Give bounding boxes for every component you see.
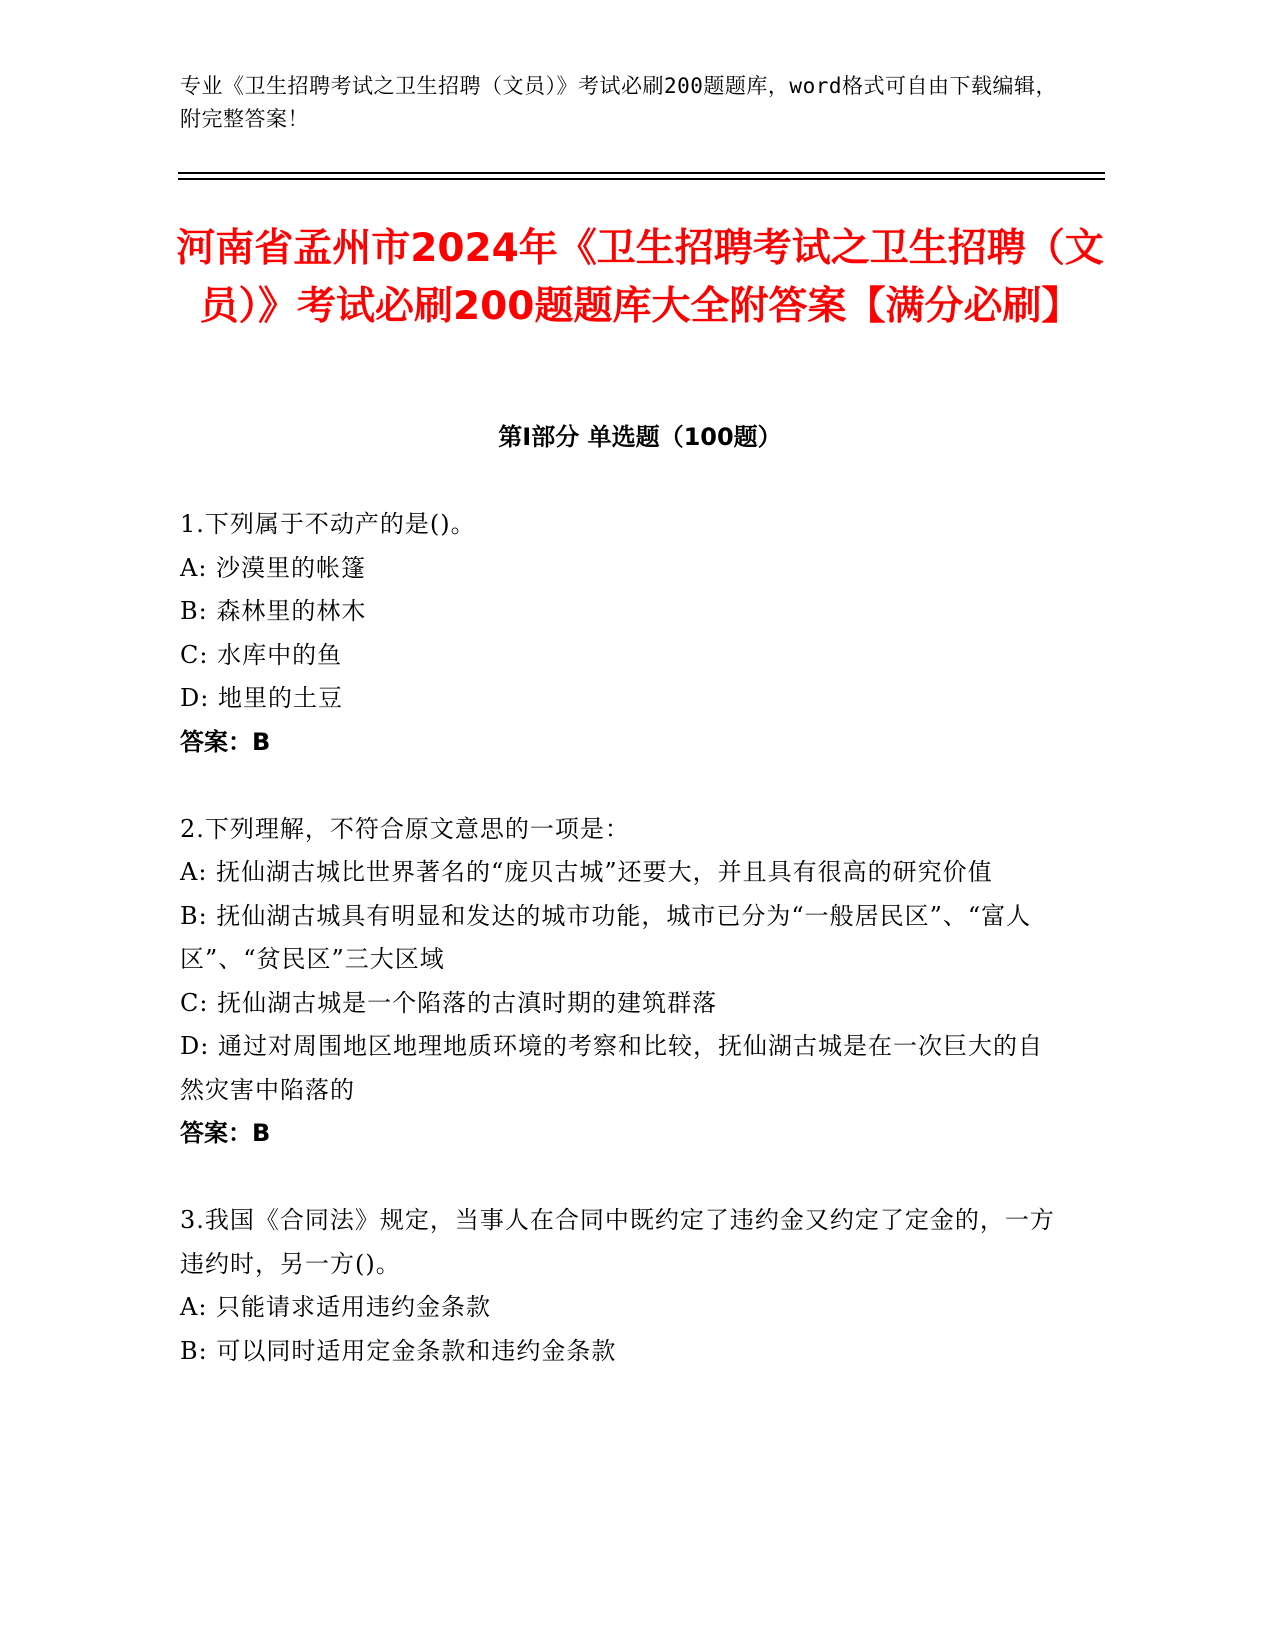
option-c: C: 水库中的鱼: [180, 640, 343, 669]
header-divider-bottom: [178, 178, 1105, 180]
section-title: 第I部分 单选题（100题）: [498, 423, 782, 451]
document-title: 河南省孟州市2024年《卫生招聘考试之卫生招聘（文员）》考试必刷200题题库大全附答案【满分必刷】: [176, 226, 1104, 329]
question-3: [180, 1199, 1060, 1373]
question-2: [180, 808, 1060, 1156]
option-b: B: 可以同时适用定金条款和违约金条款: [180, 1336, 617, 1365]
answer: 答案：B: [180, 1119, 271, 1147]
question-stem: 2.下列理解，不符合原文意思的一项是：: [180, 814, 630, 843]
option-b: B: 抚仙湖古城具有明显和发达的城市功能，城市已分为“一般居民区”、“富人区”、“贫民区”三大区域: [180, 901, 1032, 973]
question-stem: 1.下列属于不动产的是()。: [180, 510, 476, 538]
header-note: 专业《卫生招聘考试之卫生招聘（文员）》考试必刷200题题库，word格式可自由下载编辑，附完整答案！: [180, 74, 1057, 131]
option-a: A: 沙漠里的帐篷: [180, 553, 367, 582]
option-c: C: 抚仙湖古城是一个陷落的古滇时期的建筑群落: [180, 988, 718, 1017]
question-stem: 3.我国《合同法》规定，当事人在合同中既约定了违约金又约定了定金的，一方违约时，另一方()。: [180, 1206, 1055, 1278]
option-d: D: 通过对周围地区地理地质环境的考察和比较，抚仙湖古城是在一次巨大的自然灾害中陷落的: [180, 1032, 1043, 1104]
header-divider-top: [178, 172, 1105, 174]
question-list: [180, 503, 1060, 1373]
option-d: D: 地里的土豆: [180, 684, 343, 712]
option-a: A: 只能请求适用违约金条款: [180, 1293, 492, 1321]
option-b: B: 森林里的林木: [180, 597, 367, 625]
answer: 答案：B: [180, 727, 271, 756]
question-1: [180, 503, 1060, 764]
option-a: A: 抚仙湖古城比世界著名的“庞贝古城”还要大，并且具有很高的研究价值: [180, 858, 993, 886]
